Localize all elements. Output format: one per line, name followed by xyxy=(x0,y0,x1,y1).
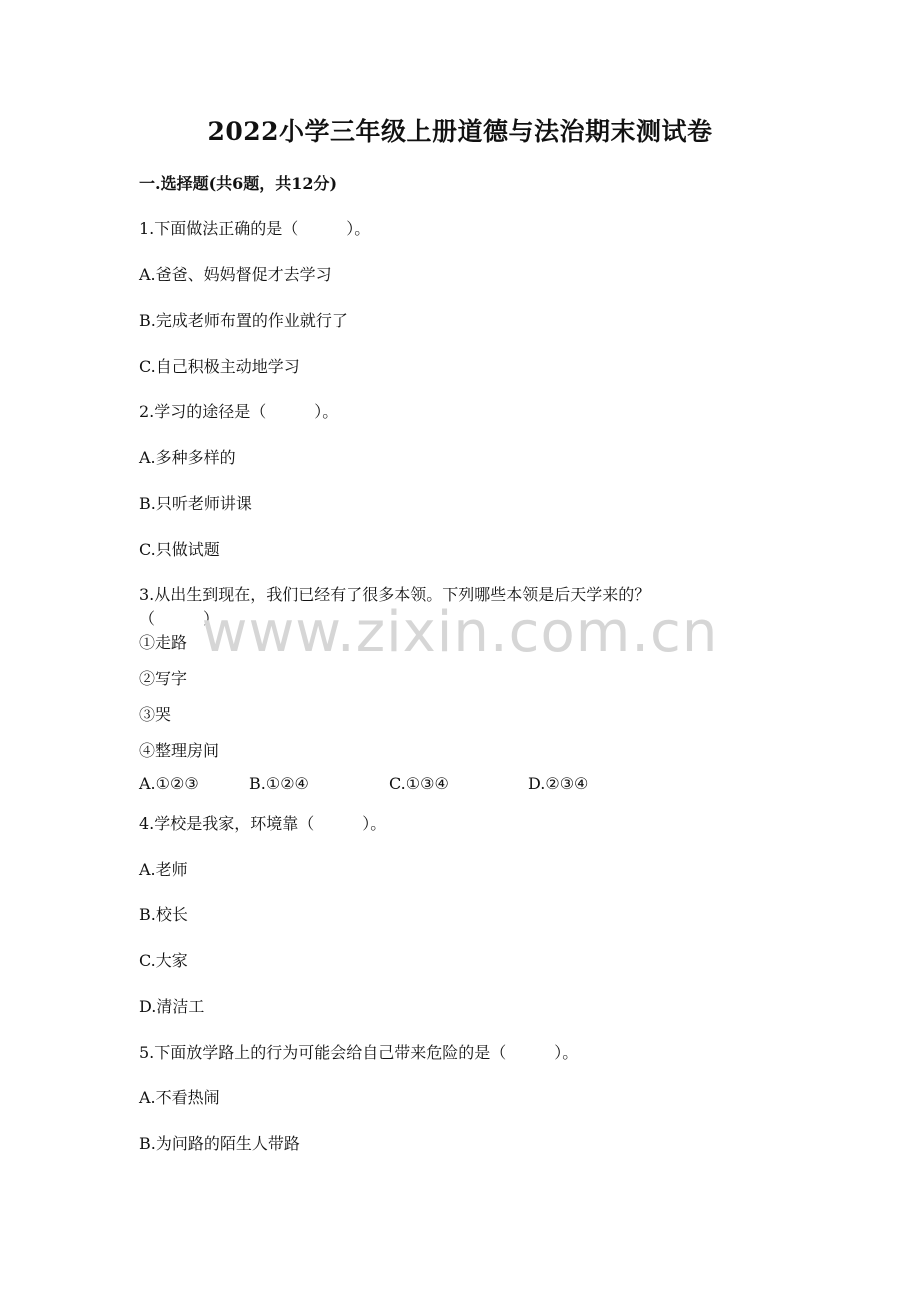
question-3-item-1: ①走路 xyxy=(139,633,188,652)
section-heading: 一.选择题(共6题，共12分) xyxy=(139,174,338,193)
question-2-option-c: C.只做试题 xyxy=(139,540,220,559)
question-3-option-d: D.②③④ xyxy=(528,774,589,793)
question-1-option-a: A.爸爸、妈妈督促才去学习 xyxy=(139,265,332,284)
question-2-option-b: B.只听老师讲课 xyxy=(139,494,252,513)
question-5-option-b: B.为问路的陌生人带路 xyxy=(139,1134,300,1153)
question-2-option-a: A.多种多样的 xyxy=(139,448,236,467)
question-3-option-c: C.①③④ xyxy=(389,774,449,793)
question-5-stem: 5.下面放学路上的行为可能会给自己带来危险的是（ ）。 xyxy=(139,1043,579,1062)
document-title: 2022小学三年级上册道德与法治期末测试卷 xyxy=(207,117,713,146)
question-3-stem: 3.从出生到现在，我们已经有了很多本领。下列哪些本领是后天学来的？ xyxy=(139,585,651,604)
question-1-option-c: C.自己积极主动地学习 xyxy=(139,357,300,376)
question-3-item-4: ④整理房间 xyxy=(139,741,220,760)
question-4-option-a: A.老师 xyxy=(139,860,188,879)
watermark: www.zixin.com.cn xyxy=(201,600,719,665)
question-5-option-a: A.不看热闹 xyxy=(139,1088,220,1107)
question-3-item-2: ②写字 xyxy=(139,669,188,688)
question-2-stem: 2.学习的途径是（ ）。 xyxy=(139,402,339,421)
question-3-option-a: A.①②③ xyxy=(139,774,199,793)
question-3-options-row xyxy=(0,774,920,798)
question-4-option-c: C.大家 xyxy=(139,951,188,970)
question-4-stem: 4.学校是我家，环境靠（ ）。 xyxy=(139,814,387,833)
question-3-stem-bracket: （ ） xyxy=(139,609,220,628)
question-4-option-b: B.校长 xyxy=(139,905,188,924)
question-1-stem: 1.下面做法正确的是（ ）。 xyxy=(139,219,371,238)
question-3-option-b: B.①②④ xyxy=(249,774,309,793)
question-3-item-3: ③哭 xyxy=(139,705,172,724)
question-1-option-b: B.完成老师布置的作业就行了 xyxy=(139,311,348,330)
question-4-option-d: D.清洁工 xyxy=(139,997,205,1016)
